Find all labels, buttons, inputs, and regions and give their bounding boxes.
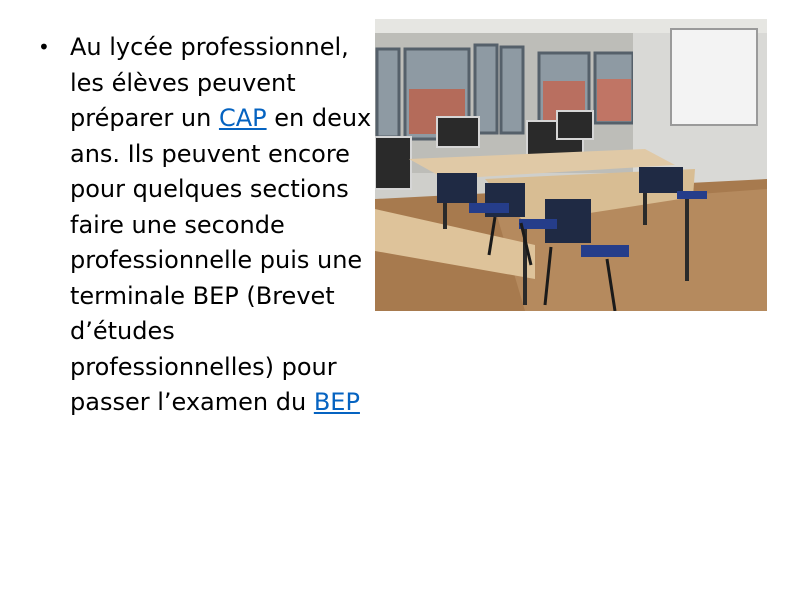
bep-link[interactable]: BEP	[313, 388, 360, 416]
bullet-item	[38, 30, 373, 421]
bullet-dot-icon: •	[38, 35, 50, 59]
bullet-list	[38, 30, 373, 421]
cap-link[interactable]: CAP	[218, 104, 267, 132]
bullet-text-part1: Au lycée professionnel, les élèves peuvent préparer un	[70, 33, 349, 132]
bullet-text-part2: en deux ans. Ils peuvent encore pour quelques sections faire une seconde professionnelle puis une terminale BEP (Brevet d’études professionnelles) pour passer l’examen du	[70, 104, 372, 416]
classroom-photo	[375, 19, 767, 311]
